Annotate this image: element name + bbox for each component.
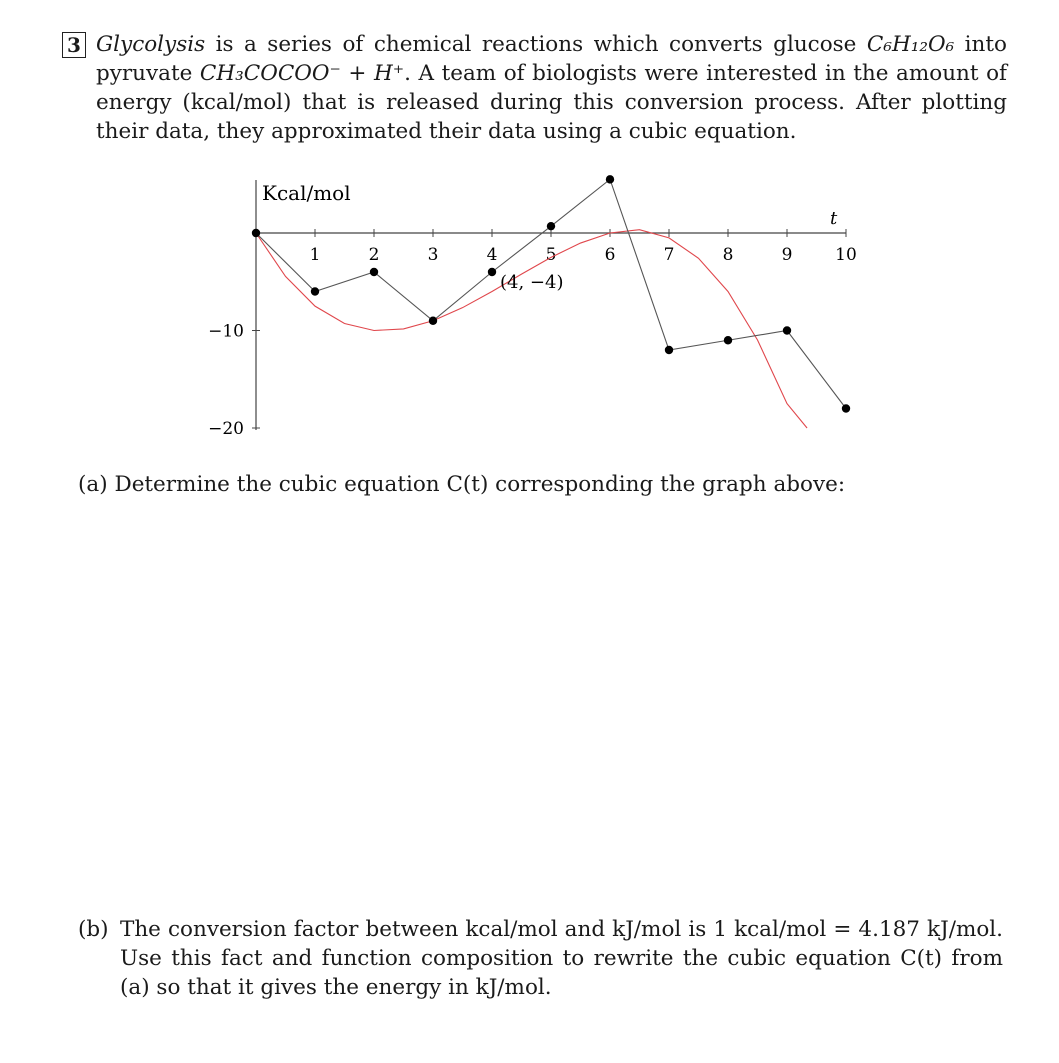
- data-points-group: [252, 175, 850, 413]
- intro-term: Glycolysis: [96, 32, 206, 57]
- x-tick-group: [310, 229, 857, 265]
- part-b-text: The conversion factor between kcal/mol and kJ/mol is 1 kcal/mol = 4.187 kJ/mol. Use this fact and function composition to rewrite the cubic equation C(t) from (a) so that it gives the energy in kJ/mol.: [120, 917, 1003, 1000]
- data-point: [488, 268, 496, 276]
- pyruvate-formula: CH₃COCOO⁻ + H⁺: [199, 61, 405, 86]
- x-tick-label: 7: [663, 245, 675, 265]
- data-point: [311, 287, 319, 295]
- data-line: [256, 179, 846, 408]
- data-point: [252, 229, 260, 237]
- data-point: [429, 317, 437, 325]
- part-a-text: Determine the cubic equation C(t) corresponding the graph above:: [114, 472, 846, 497]
- stem-text-1: is a series of chemical reactions which converts glucose: [205, 32, 867, 57]
- problem-number: 3: [62, 32, 86, 58]
- glucose-formula: C₆H₁₂O₆: [866, 32, 955, 57]
- x-tick-label: 2: [368, 245, 380, 265]
- data-point: [783, 326, 791, 334]
- problem-statement: [62, 30, 1007, 146]
- y-tick-label: −10: [208, 321, 244, 342]
- part-b: [78, 915, 1003, 1002]
- y-axis-label: Kcal/mol: [262, 181, 351, 205]
- chart-svg: [170, 160, 890, 450]
- x-tick-label: 3: [427, 245, 439, 265]
- data-point: [842, 404, 850, 412]
- x-tick-label: 6: [604, 245, 616, 265]
- part-b-label: (b): [78, 917, 109, 942]
- x-tick-label: 4: [486, 245, 498, 265]
- data-point: [665, 346, 673, 354]
- part-a: [78, 470, 845, 499]
- x-tick-label: 9: [781, 245, 793, 265]
- x-tick-label: 8: [722, 245, 734, 265]
- point-annotation: (4, −4): [500, 272, 564, 293]
- data-point: [606, 175, 614, 183]
- problem-stem: [96, 30, 1007, 146]
- stem-text-3: . A team of biologists were interested in the amount of energy (kcal/mol) that is released during this conversion process. After plotting their data, they approximated their data using a cubic equation.: [96, 61, 1007, 144]
- energy-chart: [170, 160, 890, 450]
- part-a-label: (a): [78, 472, 108, 497]
- y-tick-label: −20: [208, 419, 244, 439]
- stem-text-2: into pyruvate: [96, 32, 1007, 86]
- x-axis-label: t: [830, 208, 838, 229]
- y-tick-group: [208, 322, 260, 440]
- x-tick-label: 10: [835, 245, 857, 265]
- data-point: [724, 336, 732, 344]
- data-point: [547, 222, 555, 230]
- x-tick-label: 1: [309, 245, 321, 265]
- x-tick-label: 5: [545, 245, 557, 265]
- data-point: [370, 268, 378, 276]
